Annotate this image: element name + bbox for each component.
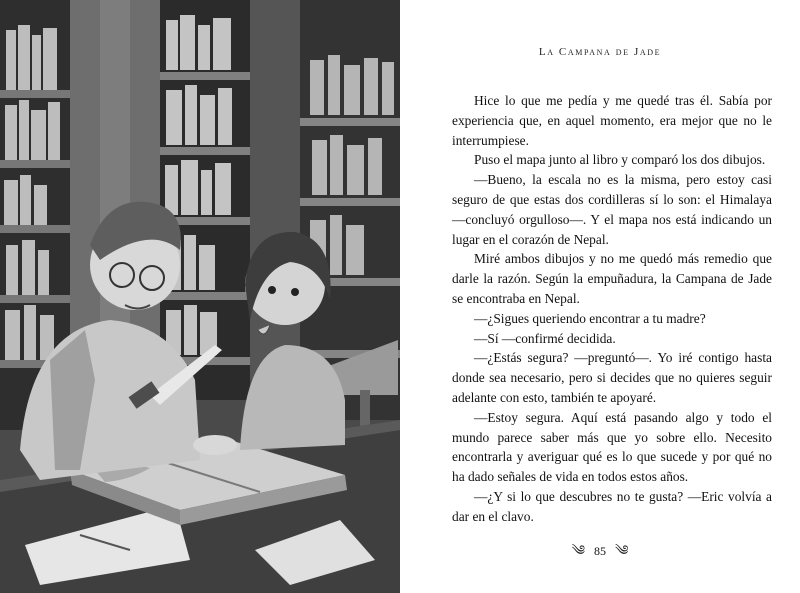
ornament-right-icon: ༄ [615,544,629,559]
text-page [400,0,800,593]
paragraph: —¿Sigues queriendo encontrar a tu madre? [474,310,706,326]
paragraph: Miré ambos dibujos y no me quedó más remedio que darle la razón. Según la empuñadura, la Campana de Jade se encontraba en Nepal. [452,251,772,306]
paragraph: —Sí —confirmé decidida. [474,330,616,346]
paragraph: Hice lo que me pedía y me quedé tras él. Sabía por experiencia que, en aquel momento, era mejor que no le interrumpiese. [452,93,772,148]
paragraph: —¿Estás segura? —preguntó—. Yo iré contigo hasta donde sea necesario, pero si decides que no quieres seguir adelante con esto, también te apoyaré. [452,350,772,405]
paragraph: —Bueno, la escala no es la misma, pero estoy casi seguro de que estas dos cordilleras sí lo son: el Himalaya —concluyó orgulloso—. Y el mapa nos está indicando un lugar en el corazón de Nepal. [452,172,772,247]
running-head: La Campana de Jade [538,46,662,58]
paragraph: Puso el mapa junto al libro y comparó los dos dibujos. [474,152,766,168]
ornament-left-icon: ༄ [571,544,585,559]
chapter-body [452,91,772,527]
page-footer [400,534,800,574]
page-number: 85 [594,544,606,558]
paragraph: —¿Y si lo que descubres no te gusta? —Eric volvía a dar en el clavo. [452,488,772,524]
paragraph: —Estoy segura. Aquí está pasando algo y todo el mundo parece saber más que yo sobre ello. Necesito encontrarla y averiguar qué es lo que sucede y por qué no ha dado señales de vida en todos estos años. [452,409,772,485]
